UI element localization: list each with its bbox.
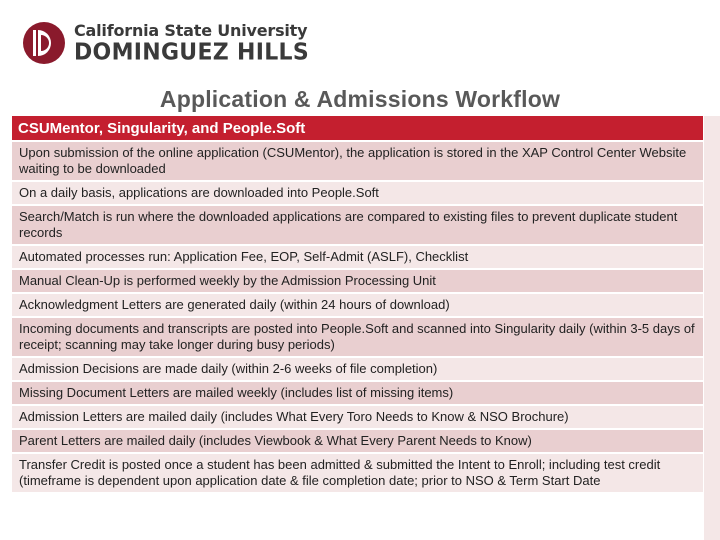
workflow-step: Acknowledgment Letters are generated daily (within 24 hours of download) (12, 293, 703, 317)
table-row (12, 205, 703, 245)
workflow-step: Upon submission of the online application (CSUMentor), the application is stored in the XAP Control Center Website waiting to be downloaded (12, 141, 703, 181)
logo-line-campus: DOMINGUEZ HILLS (74, 38, 309, 66)
table-edge-strip (704, 116, 720, 540)
workflow-step: Admission Letters are mailed daily (includes What Every Toro Needs to Know & NSO Brochure) (12, 405, 703, 429)
workflow-step: Automated processes run: Application Fee, EOP, Self-Admit (ASLF), Checklist (12, 245, 703, 269)
table-row (12, 269, 703, 293)
table-row (12, 181, 703, 205)
workflow-step: Missing Document Letters are mailed weekly (includes list of missing items) (12, 381, 703, 405)
csudh-emblem-icon (22, 21, 66, 65)
workflow-step: On a daily basis, applications are downloaded into People.Soft (12, 181, 703, 205)
workflow-step: Admission Decisions are made daily (within 2-6 weeks of file completion) (12, 357, 703, 381)
table-row (12, 429, 703, 453)
workflow-step: Parent Letters are mailed daily (includes Viewbook & What Every Parent Needs to Know) (12, 429, 703, 453)
table-row (12, 317, 703, 357)
table-row (12, 453, 703, 493)
university-logo (22, 20, 309, 66)
table-row (12, 357, 703, 381)
workflow-step: Manual Clean-Up is performed weekly by the Admission Processing Unit (12, 269, 703, 293)
table-row (12, 381, 703, 405)
page-title: Application & Admissions Workflow (159, 86, 561, 112)
workflow-step: Transfer Credit is posted once a student has been admitted & submitted the Intent to Enroll; including test credit (timeframe is dependent upon application date & file completion date; prior to NSO & Term Start Date (12, 453, 703, 493)
table-header: CSUMentor, Singularity, and People.Soft (12, 116, 703, 141)
table-row (12, 141, 703, 181)
table-row (12, 293, 703, 317)
workflow-table (12, 116, 703, 494)
table-row (12, 245, 703, 269)
workflow-step: Incoming documents and transcripts are posted into People.Soft and scanned into Singularity daily (within 3-5 days of receipt; scanning may take longer during busy periods) (12, 317, 703, 357)
logo-line-university: California State University (74, 20, 308, 40)
workflow-step: Search/Match is run where the downloaded applications are compared to existing files to prevent duplicate student records (12, 205, 703, 245)
table-row (12, 405, 703, 429)
